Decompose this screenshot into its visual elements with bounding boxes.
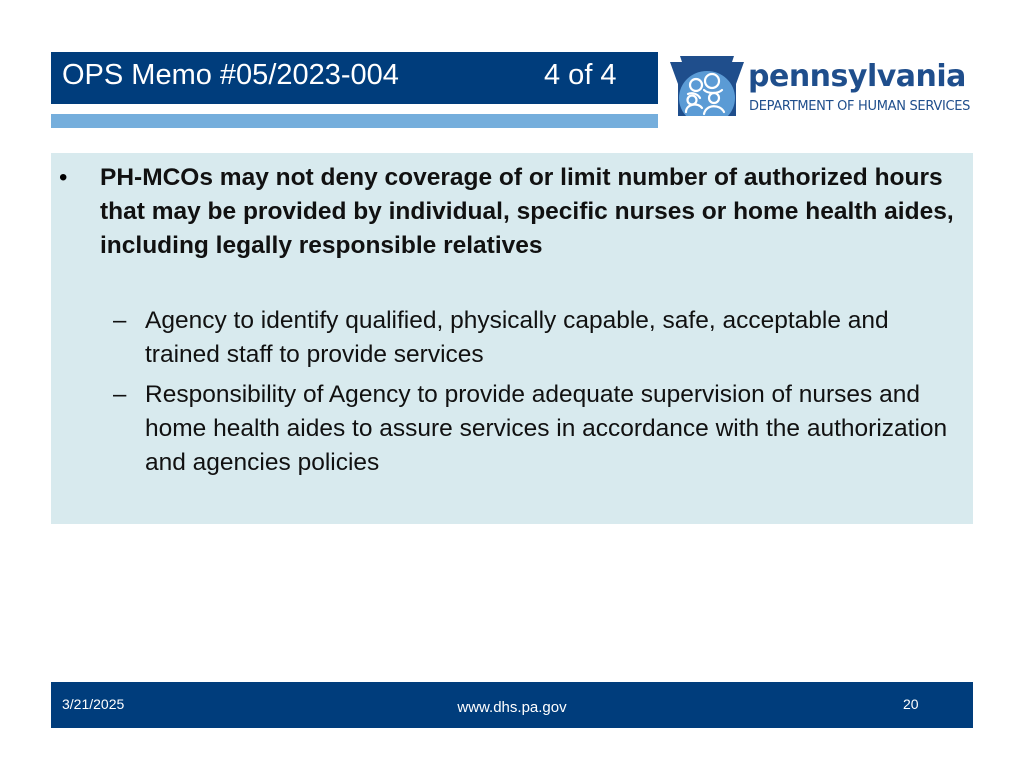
slide-number: 20 xyxy=(903,696,919,712)
footer-date: 3/21/2025 xyxy=(62,696,125,712)
keystone-family-icon xyxy=(668,54,746,126)
slide-title: OPS Memo #05/2023-004 xyxy=(62,59,399,91)
sub-bullet-text: Responsibility of Agency to provide adequate supervision of nurses and home health aides to assure services in accordance with the authorization and agencies policies xyxy=(145,381,948,476)
dash-icon: – xyxy=(113,307,127,334)
logo-subtitle: DEPARTMENT OF HUMAN SERVICES xyxy=(749,99,971,114)
memo-page-indicator: 4 of 4 xyxy=(544,59,617,91)
bullet-text: PH-MCOs may not deny coverage of or limit number of authorized hours that may be provided by individual, specific nurses or home health aides, including legally responsible relatives xyxy=(100,164,954,259)
sub-bullet-text: Agency to identify qualified, physically capable, safe, acceptable and trained staff to provide services xyxy=(145,307,889,368)
bullet-icon: • xyxy=(59,164,68,191)
content-box xyxy=(51,153,973,524)
logo-wordmark: pennsylvania xyxy=(748,59,966,94)
footer-bar xyxy=(51,682,973,728)
footer-url: www.dhs.pa.gov xyxy=(457,699,567,716)
pa-dhs-logo xyxy=(668,54,1008,126)
dash-icon: – xyxy=(113,381,127,408)
title-bar xyxy=(51,52,658,104)
accent-stripe xyxy=(51,114,658,128)
